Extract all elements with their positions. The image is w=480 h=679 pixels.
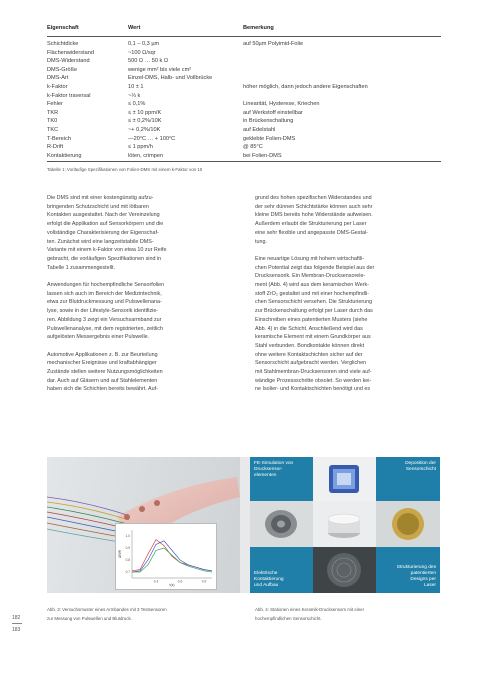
table-row: [47, 143, 441, 152]
cell-eigenschaft: TK0: [47, 118, 58, 125]
body-line: tung.: [255, 238, 267, 245]
figure3-caption: [47, 606, 167, 623]
sensor-dot: [139, 506, 145, 512]
cell-eigenschaft: TKC: [47, 126, 59, 133]
cell-wert: 500 Ω … 50 k Ω: [128, 58, 169, 65]
body-line: Stahl verbunden. Bondkontakte können direkt: [255, 342, 365, 349]
body-line: Automotive Applikationen z. B. zur Beurteilung: [47, 351, 158, 358]
sensor-element-photo: [250, 501, 313, 547]
contact-label: Kontaktierung: [254, 577, 284, 582]
pulse-wave-chart: [116, 524, 216, 589]
cell-bemerkung: [243, 49, 441, 58]
cell-eigenschaft: R-Drift: [47, 144, 64, 151]
body-line: mechanischer Ereignisse und kraftabhängiger: [47, 360, 157, 367]
body-line: etwa zur Blutdruckmessung und Pulswellenana-: [47, 299, 162, 306]
cell-eigenschaft: Schichtdicke: [47, 41, 79, 47]
table-body: [47, 37, 441, 162]
body-line: keramische Element mit einem Grundkörper aus: [255, 334, 371, 341]
structuring-label: Designs per: [410, 577, 436, 582]
cell-eigenschaft: DMS-Art: [47, 75, 69, 82]
table-row: [47, 152, 441, 162]
y-tick-label: 0.9: [125, 546, 130, 550]
structuring-tile: [376, 547, 440, 593]
cell-wert: —20°C … + 100°C: [128, 135, 176, 142]
body-paragraph: [47, 351, 230, 395]
structuring-label: Strukturierung des: [396, 565, 436, 570]
body-line: Einschreiben eines patentierten Musters (siehe: [255, 316, 368, 323]
body-line: bringenden Schutzschicht und mit lötbaren: [47, 203, 149, 210]
x-tick-label: 0.9: [201, 579, 207, 584]
cell-wert: ~100 Ω/sqr: [128, 49, 156, 56]
cell-wert: 0,1 – 0,3 µm: [128, 41, 160, 47]
cell-eigenschaft: DMS-Größe: [47, 66, 78, 73]
page-number-divider: [12, 623, 22, 624]
table-row: [47, 100, 441, 109]
table-row: [47, 117, 441, 126]
cell-eigenschaft: T-Bereich: [47, 135, 71, 142]
sensor-layer-photo: [376, 501, 440, 547]
cell-wert: Einzel-DMS, Halb- und Vollbrücke: [128, 75, 213, 82]
figure4-caption-line: hochempfindlichen Sensorschicht.: [255, 615, 322, 621]
figure4-caption-line: Abb. 4: Stationen eines Keramik-Drucksensors mit einer: [255, 607, 365, 612]
graph-xlabel: t(s): [169, 583, 175, 587]
body-line: dar. Auch auf Gläsern und auf Stahlelementen: [47, 377, 158, 384]
page-number-left: 182: [12, 615, 21, 621]
contact-tile: [250, 547, 313, 593]
header-wert: Wert: [128, 24, 243, 37]
table-row: [47, 109, 441, 118]
body-line: eine sehr flexible und angepasste DMS-Gestal-: [255, 229, 368, 236]
fe-sim-label: elementen: [254, 473, 277, 478]
table-row: [47, 74, 441, 83]
cell-bemerkung: höher möglich, dann jedoch andere Eigenschaften: [243, 83, 368, 90]
cell-bemerkung: auf Edelstahl: [243, 126, 276, 133]
body-line: zur Brückenschaltung erfolgt per Laser durch das: [255, 308, 373, 315]
body-line: Drucksensorik. Ein Membran-Drucksensorele-: [255, 273, 366, 280]
fe-sim-label: FE-Simulation von: [254, 461, 294, 466]
body-line: lyse, sowie in der Lifestyle-Sensorik identifizie-: [47, 308, 159, 315]
figure3-caption-line: zur Messung von Pulswellen und Blutdruck.: [47, 615, 132, 621]
body-line: ren. Abbildung 3 zeigt ein Versuchsarmband zur: [47, 316, 162, 323]
cell-bemerkung: auf 50µm Polyimid-Folie: [243, 41, 304, 47]
header-bemerkung: Bemerkung: [243, 24, 441, 37]
cell-bemerkung: [243, 74, 441, 83]
cell-wert: ≤ ± 10 ppm/K: [128, 109, 162, 116]
body-line: Tabelle 1 zusammengestellt.: [47, 264, 116, 271]
table-row: [47, 135, 441, 144]
deposition-label: Sensorschicht: [405, 467, 436, 472]
fe-sim-label: Drucksensor-: [254, 467, 283, 472]
cell-bemerkung: bei Folien-DMS: [243, 152, 441, 162]
body-paragraph: [255, 255, 438, 394]
cell-wert: 10 ± 1: [128, 83, 144, 90]
x-tick-label: 0.3: [153, 579, 159, 584]
figure-area: [47, 457, 440, 593]
cell-eigenschaft: k-Faktor: [47, 83, 68, 90]
body-line: wändige Prozessschritte obsolet. So werden kei-: [255, 377, 372, 384]
right-text-column: [255, 194, 438, 403]
body-paragraph: [255, 194, 438, 246]
sensor-dot: [154, 500, 160, 506]
figure3-caption-line: Abb. 3: Versuchsmuster eines Armbandes mit 3 Testsensoren: [47, 607, 167, 612]
specification-table: [47, 24, 441, 162]
cell-bemerkung: [243, 57, 441, 66]
y-tick-label: 0.8: [125, 558, 130, 562]
body-line: Die DMS sind mit einer kostengünstig aufzu-: [47, 195, 154, 201]
pulse-wave-graph: [115, 523, 217, 590]
body-line: grund des hohen spezifischen Widerstandes und: [255, 195, 372, 201]
body-line: Kontakten ausgestattet. Nach der Vereinzelung: [47, 212, 160, 219]
body-line: ment (Abb. 4) wird aus dem keramischen Werk-: [255, 282, 370, 289]
deposition-label: Deposition der: [405, 461, 436, 466]
table-row: [47, 37, 441, 49]
cell-eigenschaft: TKR: [47, 109, 59, 116]
wristband-photo: [47, 457, 240, 593]
cell-bemerkung: auf Werkstoff einstellbar: [243, 109, 303, 116]
sensor-dot: [124, 514, 130, 520]
body-line: Variante mit einem k-Faktor von etwa 10 zur Reife: [47, 247, 167, 254]
table-row: [47, 57, 441, 66]
pressure-sensor-stations: [250, 457, 440, 593]
table-row: [47, 92, 441, 101]
graph-ylabel: ΔR/R: [118, 549, 122, 559]
body-line: Zustände stellen weitere Nutzungsmöglichkeiten: [47, 369, 163, 376]
laser-structure-photo: [313, 547, 376, 593]
body-line: haben sich die Schichten bereits bewährt. Auf-: [47, 386, 158, 393]
table-caption: Tabelle 1: Vorläufige Spezifikationen von Folien-DMS mit einem k-Faktor von 10: [47, 167, 203, 172]
deposition-tile: [376, 457, 440, 501]
body-line: Pulswellenanalyse, mit dem registrierten, zeitlich: [47, 325, 163, 332]
fe-model-image: [313, 457, 376, 501]
body-line: lassen sich auch im Bereich der Medizintechnik,: [47, 290, 162, 297]
cell-wert: löten, crimpen: [128, 152, 243, 162]
cell-eigenschaft: DMS-Widerstand: [47, 58, 90, 65]
body-line: aufgelösten Messergebnis einer Pulswelle.: [47, 334, 150, 341]
contact-label: und Aufbau: [254, 583, 279, 588]
y-tick-label: 0.7: [125, 570, 130, 574]
cell-wert: ≤ 1 ppm/h: [128, 144, 153, 151]
table-row: [47, 66, 441, 75]
body-line: chen Sensorschicht versehen. Die Strukturierung: [255, 299, 373, 306]
body-line: der sehr dünnen Schichtstärke können auch sehr: [255, 203, 373, 210]
body-line: kleine DMS bereits hohe Widerstände aufweisen.: [255, 212, 373, 219]
cell-bemerkung: Linearität, Hysterese, Kriechen: [243, 101, 320, 108]
table-row: [47, 126, 441, 135]
table-row: [47, 49, 441, 58]
table-header-row: [47, 24, 441, 37]
x-tick-label: 0.6: [177, 579, 183, 584]
cell-wert: ≤ 0,1%: [128, 101, 146, 108]
body-paragraph: [47, 281, 230, 342]
body-line: Anwendungen für hochempfindliche Sensorfolien: [47, 282, 165, 289]
body-line: ten. Zunächst wird eine langzeitstabile DMS-: [47, 238, 154, 245]
ceramic-element-photo: [313, 501, 376, 547]
cell-wert: ~+ 0,2%/10K: [128, 126, 161, 133]
body-line: vollständige Charakterisierung der Eigenschaf-: [47, 229, 159, 236]
cell-eigenschaft: k-Faktor traversal: [47, 92, 91, 99]
body-line: ohne weitere Kontaktschichten sicher auf der: [255, 351, 363, 358]
left-text-column: [47, 194, 230, 403]
ceramic-disc: [328, 514, 360, 524]
body-line: stoff ZrO₂ gestaltet und mit einer hochempfindli-: [255, 290, 370, 297]
page-number-right: 183: [12, 627, 21, 633]
cell-bemerkung: [243, 92, 441, 101]
body-line: Abb. 4) in die Schicht. Anschließend wird das: [255, 325, 363, 332]
cell-wert: ≤ ± 0,2%/10K: [128, 118, 162, 125]
body-line: gebracht, die vorläufigen Spezifikationen sind in: [47, 255, 162, 262]
body-line: chen Potential zeigt das folgende Beispiel aus der: [255, 264, 375, 271]
body-line: Sensorschicht aufgebracht werden. Verglichen: [255, 360, 367, 367]
body-line: erfolgt die Applikation auf Sensorkörpern und die: [47, 221, 164, 228]
contact-label: Elektrische: [254, 571, 278, 576]
cell-eigenschaft: Fehler: [47, 101, 63, 108]
body-line: Eine neuartige Lösung mit hohem wirtschaftli-: [255, 255, 365, 262]
cell-wert: wenige mm² bis viele cm²: [128, 66, 192, 73]
structuring-label: patentierten: [410, 571, 436, 576]
table-row: [47, 83, 441, 92]
fe-simulation-tile: [250, 457, 313, 501]
cell-bemerkung: [243, 66, 441, 75]
cell-wert: ~⅓ k: [128, 92, 141, 99]
cell-bemerkung: @ 85°C: [243, 144, 263, 151]
y-tick-label: 1.0: [125, 534, 130, 538]
cell-bemerkung: in Brückenschaltung: [243, 118, 294, 125]
body-paragraph: [47, 194, 230, 272]
cell-eigenschaft: Flächenwiderstand: [47, 49, 94, 56]
figure4-caption: [255, 606, 364, 623]
cell-bemerkung: geklebte Folien-DMS: [243, 135, 296, 142]
body-line: Außerdem erlaubt die Strukturierung per Laser: [255, 221, 367, 228]
header-eigenschaft: Eigenschaft: [47, 24, 128, 37]
body-line: ne Isolier- und Kontaktschichten benötigt und es: [255, 386, 371, 393]
structuring-label: Laser: [424, 583, 436, 588]
cell-eigenschaft: Kontaktierung: [47, 152, 128, 162]
body-line: mit Stahlmembran-Drucksensoren sind viele auf-: [255, 369, 372, 376]
